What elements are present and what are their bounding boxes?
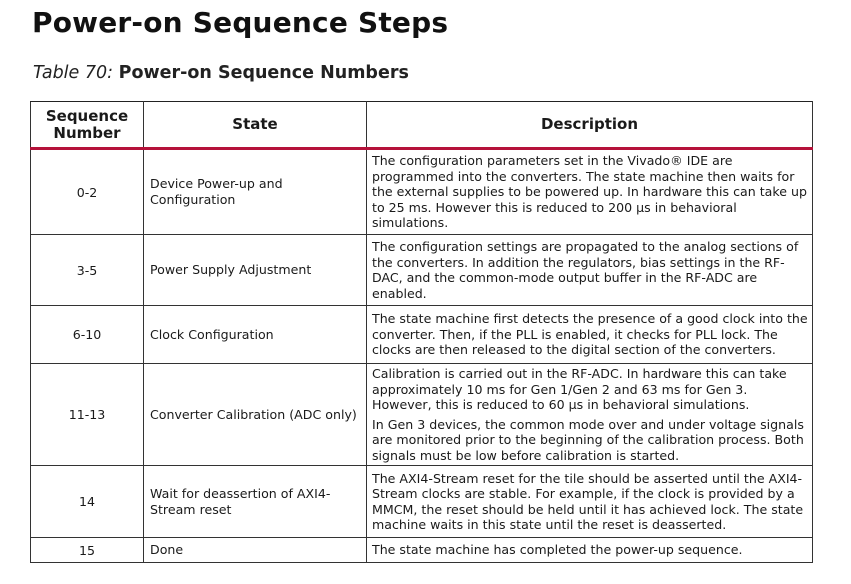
description-cell <box>367 466 813 538</box>
sequence-number-cell: 14 <box>31 466 144 538</box>
state-cell: Done <box>144 538 367 563</box>
state-cell: Clock Configuration <box>144 306 367 364</box>
page-title: Power-on Sequence Steps <box>32 6 449 39</box>
description-text: The configuration settings are propagated to the analog sections of the converters. In addition the regulators, bias settings in the RF-DAC, and the common-mode output buffer in the RF-ADC are enabled. <box>372 239 799 301</box>
sequence-number-cell: 3-5 <box>31 235 144 306</box>
table-row <box>31 235 813 306</box>
table-row <box>31 306 813 364</box>
table-header-row <box>31 102 813 149</box>
header-description: Description <box>367 102 813 149</box>
table-caption <box>33 63 409 83</box>
description-cell <box>367 306 813 364</box>
state-cell: Wait for deassertion of AXI4-Stream reset <box>144 466 367 538</box>
table-row <box>31 149 813 235</box>
description-cell <box>367 149 813 235</box>
header-sequence-number: Sequence Number <box>31 102 144 149</box>
sequence-number-cell: 0-2 <box>31 149 144 235</box>
description-cell <box>367 538 813 563</box>
description-cell <box>367 235 813 306</box>
description-cell <box>367 364 813 466</box>
description-text: The state machine first detects the presence of a good clock into the converter. Then, if the PLL is enabled, it checks for PLL lock. The clocks are then released to the digital section of the converters. <box>372 311 808 358</box>
description-text: The AXI4-Stream reset for the tile should be asserted until the AXI4-Stream clocks are stable. For example, if the clock is provided by a MMCM, the reset should be held until it has achieved lock. The state machine waits in this state until the reset is deasserted. <box>372 470 804 532</box>
power-on-sequence-table <box>30 101 813 563</box>
state-cell: Converter Calibration (ADC only) <box>144 364 367 466</box>
description-text: The state machine has completed the power-up sequence. <box>372 542 743 558</box>
sequence-number-cell: 11-13 <box>31 364 144 466</box>
table-row <box>31 466 813 538</box>
sequence-number-cell: 6-10 <box>31 306 144 364</box>
header-state: State <box>144 102 367 149</box>
caption-title: Power-on Sequence Numbers <box>118 63 409 83</box>
description-text: In Gen 3 devices, the common mode over and under voltage signals are monitored prior to the beginning of the calibration process. Both signals must be low before calibration is started. <box>372 416 804 463</box>
table-row <box>31 538 813 563</box>
table-row <box>31 364 813 466</box>
description-text: The configuration parameters set in the Vivado® IDE are programmed into the converters. The state machine then waits for the external supplies to be powered up. In hardware this can take up to 25 ms. However this is reduced to 200 µs in behavioral simulations. <box>372 153 807 231</box>
caption-label: Table 70: <box>33 63 114 83</box>
sequence-number-cell: 15 <box>31 538 144 563</box>
state-cell: Device Power-up and Configuration <box>144 149 367 235</box>
state-cell: Power Supply Adjustment <box>144 235 367 306</box>
description-text: Calibration is carried out in the RF-ADC. In hardware this can take approximately 10 ms for Gen 1/Gen 2 and 63 ms for Gen 3. However, this is reduced to 60 µs in behavioral simulations. <box>372 366 787 412</box>
